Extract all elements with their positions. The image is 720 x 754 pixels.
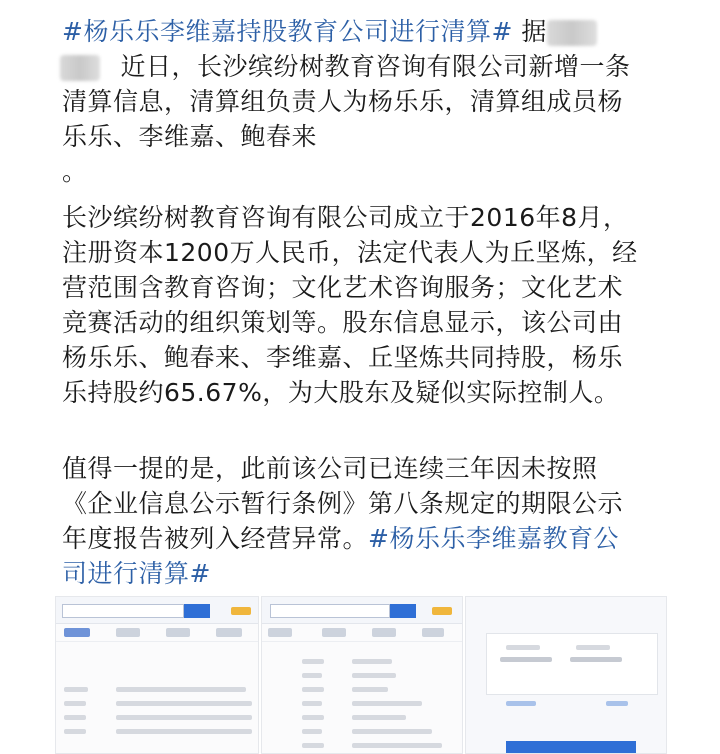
post-text: 乐持股约65.67%，为大股东及疑似实际控制人。 bbox=[62, 378, 620, 407]
hashtag-topic-link[interactable]: #杨乐乐李维嘉持股教育公司进行清算# bbox=[62, 17, 513, 46]
post-text: 长沙缤纷树教育咨询有限公司成立于2016年8月， bbox=[62, 203, 629, 232]
post-text: 《企业信息公示暂行条例》第八条规定的期限公示 bbox=[62, 489, 624, 518]
hashtag-topic-link[interactable]: 司进行清算# bbox=[62, 559, 211, 588]
redacted-source bbox=[60, 55, 100, 81]
post-text: 竞赛活动的组织策划等。股东信息显示，该公司由 bbox=[62, 308, 624, 337]
paragraph-1 bbox=[62, 14, 662, 189]
post-text: 乐乐、李维嘉、鲍春来 bbox=[62, 122, 318, 151]
post-text: 年度报告被列入经营异常。 bbox=[62, 524, 369, 553]
post-text: 杨乐乐、鲍春来、李维嘉、丘坚炼共同持股，杨乐 bbox=[62, 343, 624, 372]
hashtag-topic-link[interactable]: #杨乐乐李维嘉教育公 bbox=[368, 524, 619, 553]
paragraph-2 bbox=[62, 200, 662, 410]
post-text: 清算信息，清算组负责人为杨乐乐，清算组成员杨 bbox=[62, 87, 624, 116]
post-text: 注册资本1200万人民币，法定代表人为丘坚炼，经 bbox=[62, 238, 638, 267]
image-thumbnail-1[interactable] bbox=[55, 596, 259, 754]
post-text: 近日，长沙缤纷树教育咨询有限公司新增一条 bbox=[120, 52, 631, 81]
post-text: 。 bbox=[62, 157, 88, 186]
image-thumbnail-2[interactable] bbox=[261, 596, 463, 754]
post-text: 据 bbox=[512, 17, 547, 46]
post-text: 值得一提的是，此前该公司已连续三年因未按照 bbox=[62, 454, 598, 483]
image-thumbnail-3[interactable] bbox=[465, 596, 667, 754]
image-thumbnails bbox=[55, 596, 665, 752]
post-text: 营范围含教育咨询；文化艺术咨询服务；文化艺术 bbox=[62, 273, 624, 302]
redacted-source bbox=[547, 20, 597, 46]
paragraph-3 bbox=[62, 451, 662, 591]
